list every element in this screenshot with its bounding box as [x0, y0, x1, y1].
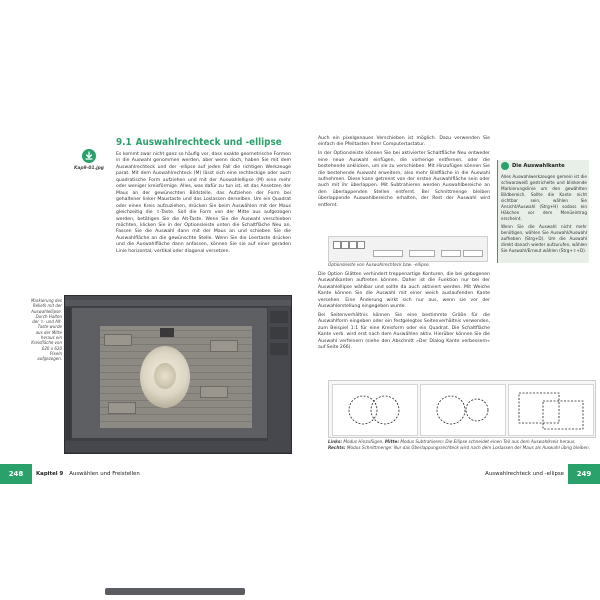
wall-stone: [200, 386, 228, 398]
left-page-number: 248: [0, 464, 32, 484]
page-footer: [0, 464, 600, 484]
info-box: [497, 160, 589, 263]
left-running-footer: [36, 464, 140, 484]
editor-tab-bar: [65, 300, 291, 306]
wall-stone: [104, 334, 132, 346]
caption-text-mitte: Modus Subtrahieren: Die Ellipse schneidet einen Teil aus dem Auswahlkreis heraus.: [400, 439, 576, 444]
right-running-footer: Auswahlrechteck und -ellipse: [485, 471, 564, 477]
body-paragraph: Die Option Glätten verhindert treppenartige Konturen, die bei gebogenen Auswahlkanten auftreten können. Daher ist die Funktion nur bei der Auswahlellipse wählbar und sollte da auch aktiviert werden. Mit Weiche Kante können Sie die Auswahl mit einer weich auslaufenden Kante versehen. Eine Änderung wirkt sich nur aus, wenn sie vor der Auswahlerstellung eingegeben wurde.: [318, 272, 490, 310]
right-page-number: 249: [568, 464, 600, 484]
option-bar-caption: Optionsleiste von Auswahlrechteck bzw. -ellipse.: [328, 262, 430, 267]
add-selection-icon: [341, 241, 349, 249]
subtract-selection-icon: [349, 241, 357, 249]
editor-toolbox: [66, 307, 71, 440]
caption-label-mitte: Mitte:: [384, 439, 400, 444]
relief-photo: [100, 326, 252, 428]
caption-label-rechts: Rechts:: [328, 444, 346, 450]
info-icon: [501, 162, 509, 170]
subtract-mode-panel: [420, 384, 506, 436]
section-number: 9.1: [116, 137, 132, 148]
chapter-title: Auswählen und Freistellen: [69, 471, 140, 477]
subtract-mode-illustration: [421, 385, 505, 435]
right-column-text-2: [318, 272, 490, 354]
editor-canvas-area: [72, 308, 267, 438]
section-title: Auswahlrechteck und -ellipse: [135, 137, 282, 148]
add-mode-panel: [332, 384, 418, 436]
intersect-selection-icon: [357, 241, 365, 249]
editor-tool-options: [105, 588, 245, 595]
body-paragraph: In der Optionsleiste können Sie bei aktivierter Schaltfläche Neu entweder eine neue Auswahl einfügen, die vorherige entfernen, oder die bestehende anklicken, um sie zu verschieben. Mit Hinzufügen können Sie die bestehende Auswahl erweitern, also mehr Bildfläche in die Auswahl aufnehmen. Diese kann getrennt von der ersten Auswahlfläche sein oder auch mit ihr überlappen. Mit Subtrahieren werden Auswahlbereiche an den überlappenden Stellen entfernt. Bei Schnittmenge bleiben überlappende Auswahlbereiche erhalten, der Rest der Auswahl wird entfernt.: [318, 151, 490, 208]
editor-screenshot: [64, 295, 292, 454]
intersect-mode-panel: [508, 384, 594, 436]
info-paragraph: Alles Auswahlwerkzeugen gemein ist die schwarzweiß gestrichelte und blinkende Markierungslinie um den gewählten Bildbereich. Sollte die Kante nicht sichtbar sein, wählen Sie Ansicht/Auswahl (Strg+H) sodass ein Häkchen vor dem Menüeintrag erscheint.: [501, 174, 587, 221]
wall-stone: [108, 402, 136, 414]
panel-box: [270, 327, 288, 339]
editor-right-panel: [268, 307, 290, 441]
width-field: [441, 250, 461, 257]
info-paragraph: Wenn Sie die Auswahl nicht mehr benötigen, wählen Sie Auswahl/Auswahl aufheben (Strg+D). Um die Auswahl direkt danach wieder aufzurufen, wählen Sie Auswahl/Erneut wählen (Strg+⇧+D).: [501, 224, 587, 253]
caption-text-rechts: Modus Schnittmenge: Nur das Überlappungsrechteck wird nach dem Loslassen der Maus als Auswahl übrig bleiben.: [346, 444, 591, 450]
new-selection-icon: [333, 241, 341, 249]
panel-box: [270, 311, 288, 323]
selection-modes-figure: [328, 380, 596, 438]
info-box-title: Die Auswahlkante: [512, 163, 565, 169]
wall-stone: [210, 340, 238, 352]
panel-box: [270, 343, 288, 355]
body-paragraph: Auch ein pixelgenaues Verschieben ist möglich. Dazu verwenden Sie einfach die Pfeiltasten Ihrer Computertastatur.: [318, 136, 490, 148]
screenshot-side-caption: Markierung des Reliefs mit der Auswahlellipse. Durch Halten der ⇧- und Alt-Taste wurde aus der Mitte heraus ein Kreisfläche von 620 x 620 Pixeln aufgezogen.: [30, 298, 62, 362]
download-filename: Kap9-01.jpg: [74, 166, 104, 171]
body-paragraph: Bei Seitenverhältnis können Sie eine bestimmte Größe für die Auswahlform eingeben oder ein festgelegtes Seitenverhältnis verwenden, zum Beispiel 1:1 für eine Kreisform oder ein Quadrat. Die Schaltfläche Kante verb. wird erst nach dem Auswählen aktiv. Hierüber können Sie die Auswahl verfeinern (siehe den Abschnitt »Der Dialog Kante verbessern« auf Seite 266).: [318, 313, 490, 351]
intersect-mode-illustration: [509, 385, 593, 435]
wall-plaque: [160, 328, 174, 337]
download-icon: [82, 149, 96, 163]
aspect-field: [409, 250, 435, 257]
info-box-text: [501, 174, 587, 256]
caption-label-links: Links:: [328, 439, 343, 444]
left-column-text: [116, 152, 291, 258]
chapter-label: Kapitel 9: [36, 471, 64, 477]
editor-option-bar: [65, 441, 291, 452]
right-column-text: [318, 136, 490, 212]
selection-modes-caption: [328, 439, 594, 450]
add-mode-illustration: [333, 385, 417, 435]
option-bar-screenshot: [328, 236, 488, 262]
body-paragraph: Es kommt zwar nicht ganz so häufig vor, dass exakte geometrische Formen in die Auswahl genommen werden, aber wenn doch, haben Sie mit dem Auswahlrechteck und der -ellipse auf jeden Fall die richtigen Werkzeuge parat. Mit dem Auswahlrechteck (M) lässt sich eine rechteckige oder auch quadratische Form aufziehen und mit der Auswahlellipse (M) eine mehr oder weniger kreisförmige. Alles, was dafür zu tun ist, ist das Ansetzen der Maus an der gewünschten Bildstelle, das Aufziehen der Form bei gehaltener linker Maustaste und das Loslassen derselben. Um ein Quadrat oder einen Kreis aufzuziehen, drücken Sie beim Auswählen mit der Maus gleichzeitig die ⇧-Taste. Soll die Form von der Mitte aus aufgezogen werden, betätigen Sie die Alt-Taste. Wenn Sie die Auswahl verschieben möchten, klicken Sie in der Optionsleiste unten die Schaltfläche Neu an. Fassen Sie die Auswahl dann mit der Maus an und schieben Sie die Auswahlfläche an die gewünschte Stelle. Wenn Sie die Leertaste drücken und die Auswahlfläche dann anfassen, können Sie sie auf einer geraden Linie horizontal, vertikal oder diagonal versetzen.: [116, 152, 291, 254]
height-field: [463, 250, 483, 257]
feather-field: [373, 250, 403, 257]
section-heading: [116, 137, 282, 148]
lion-face: [154, 363, 176, 389]
caption-text-links: Modus Hinzufügen.: [343, 439, 384, 444]
lion-relief: [140, 346, 190, 408]
